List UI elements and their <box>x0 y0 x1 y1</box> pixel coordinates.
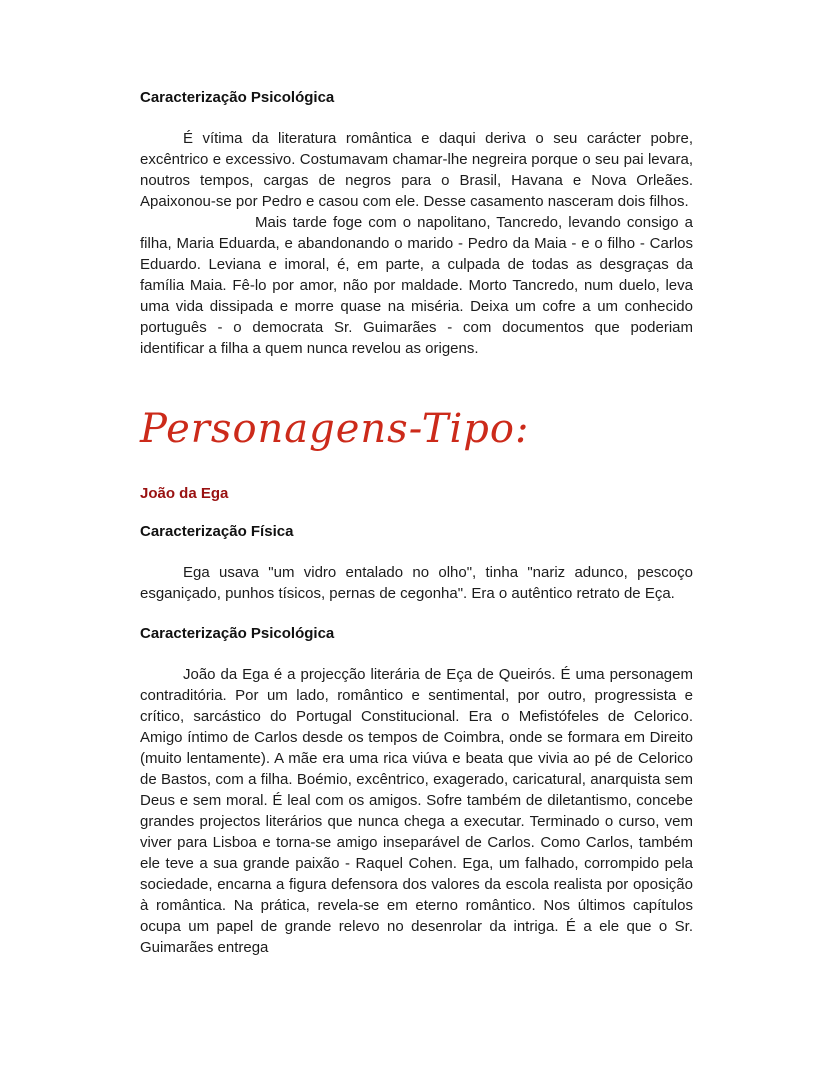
paragraph-ega-psicologica: João da Ega é a projecção literária de Eça de Queirós. É uma personagem contraditória. Por um lado, romântico e sentimental, por outro, progressista e crítico, sarcástico do Portugal Constitucional. Era o Mefistófeles de Celorico. Amigo íntimo de Carlos desde os tempos de Coimbra, onde se formara em Direito (muito lentamente). A mãe era uma rica viúva e beata que vivia ao pé de Celorico de Bastos, com a filha. Boémio, excêntrico, exagerado, caricatural, anarquista sem Deus e sem moral. É leal com os amigos. Sofre também de diletantismo, concebe grandes projectos literários que nunca chega a executar. Terminado o curso, vem viver para Lisboa e torna-se amigo inseparável de Carlos. Como Carlos, também ele teve a sua grande paixão - Raquel Cohen. Ega, um falhado, corrompido pela sociedade, encarna a figura defensora dos valores da escola realista por oposição à romântica. Na prática, revela-se em eterno romântico. Nos últimos capítulos ocupa um papel de grande relevo no desenrolar da intriga. É a ele que o Sr. Guimarães entrega <box>140 666 693 956</box>
spacer <box>140 604 693 624</box>
paragraph-maria-2: Mais tarde foge com o napolitano, Tancredo, levando consigo a filha, Maria Eduarda, e abandonando o marido - Pedro da Maia - e o filho - Carlos Eduardo. Leviana e imoral, é, em parte, a culpada de todas as desgraças da família Maia. Fê-lo por amor, não por maldade. Morto Tancredo, num duelo, leva uma vida dissipada e morre quase na miséria. Deixa um cofre a um conhecido português - o democrata Sr. Guimarães - com documentos que poderiam identificar a filha a quem nunca revelou as origens. <box>140 214 693 357</box>
section-heading-caracterizacao-psicologica-2: Caracterização Psicológica <box>140 625 335 642</box>
character-name-joao-da-ega: João da Ega <box>140 485 229 502</box>
paragraph-ega-fisica: Ega usava "um vidro entalado no olho", tinha "nariz adunco, pescoço esganiçado, punhos tísicos, pernas de cegonha". Era o autêntico retrato de Eça. <box>140 564 693 602</box>
spacer <box>140 504 693 522</box>
section-heading-caracterizacao-fisica: Caracterização Física <box>140 523 294 540</box>
main-heading-personagens-tipo: Personagens-Tipo: <box>140 406 530 452</box>
paragraph-maria-1: É vítima da literatura romântica e daqui deriva o seu carácter pobre, excêntrico e excessivo. Costumavam chamar-lhe negreira porque o seu pai levara, noutros tempos, cargas de negros para o Brasil, Havana e Nova Orleães. Apaixonou-se por Pedro e casou com ele. Desse casamento nasceram dois filhos. <box>140 130 693 210</box>
section-heading-caracterizacao-psicologica-1: Caracterização Psicológica <box>140 89 335 106</box>
document-content <box>140 88 693 958</box>
